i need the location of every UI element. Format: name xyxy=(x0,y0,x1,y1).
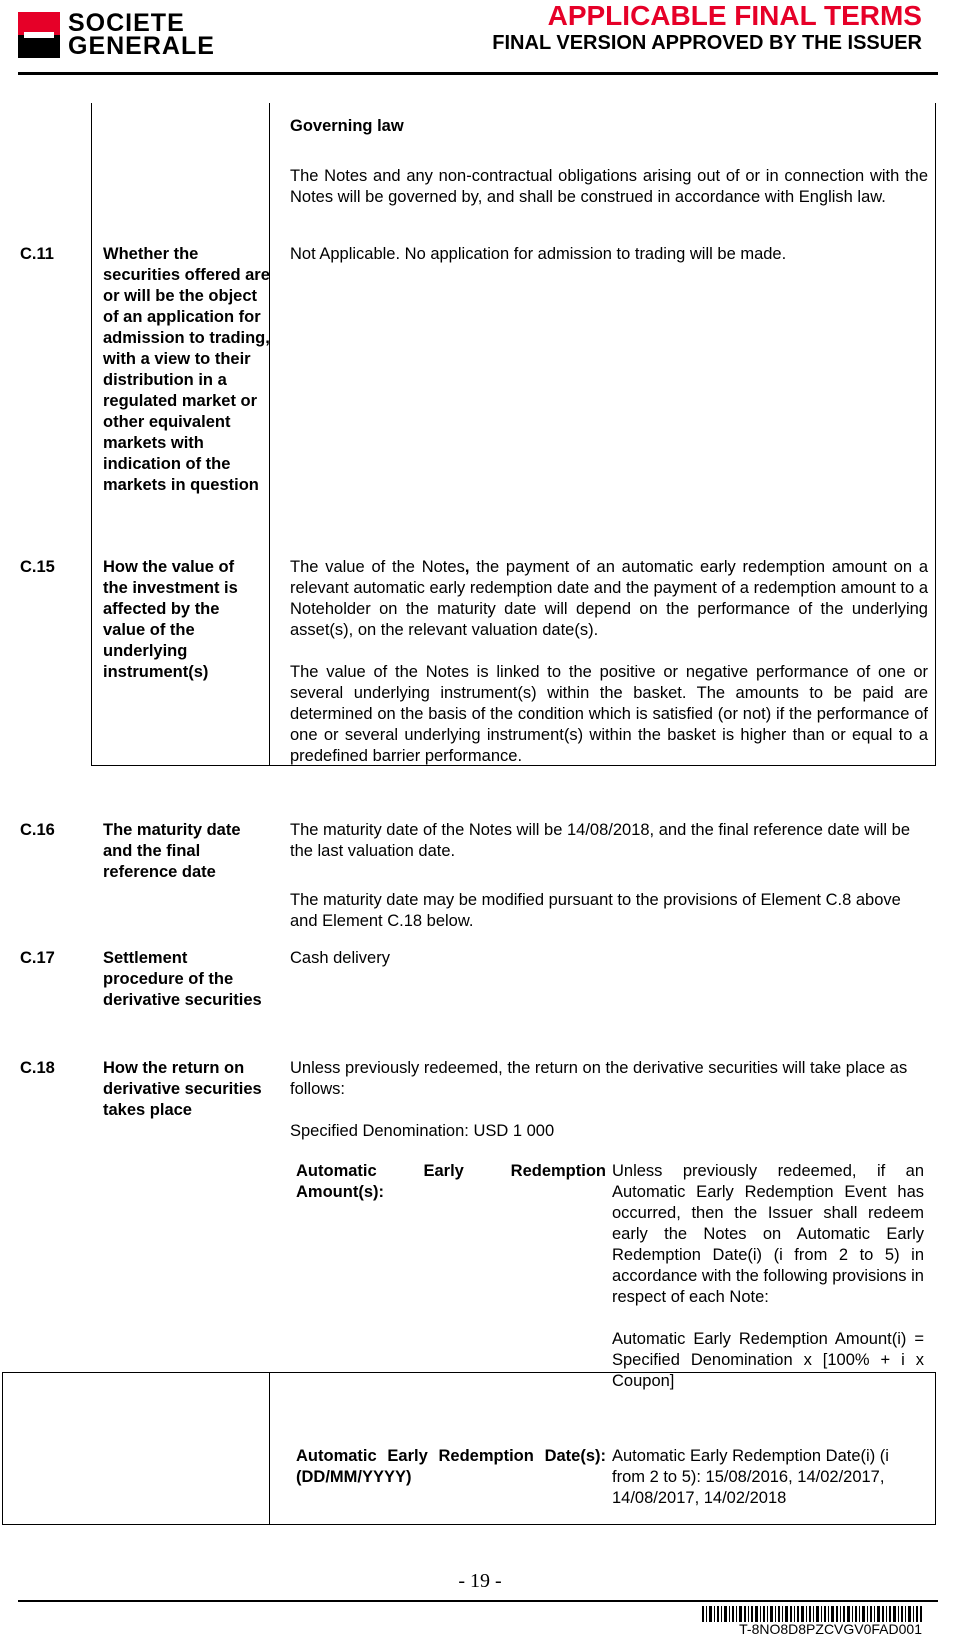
aer-amount-label: Automatic Early Redemption Amount(s): xyxy=(296,1162,606,1201)
element-title-c17: Settlement procedure of the derivative securities xyxy=(103,949,262,1009)
page-number: - 19 - xyxy=(458,1570,502,1592)
aer-dates-label: Automatic Early Redemption Date(s): (DD/MM/YYYY) xyxy=(296,1447,606,1486)
document-title: APPLICABLE FINAL TERMS xyxy=(547,0,922,31)
element-title-c16: The maturity date and the final reference date xyxy=(103,821,241,881)
aer-amount-text-p2: Automatic Early Redemption Amount(i) = Specified Denomination x [100% + i x Coupon] xyxy=(612,1330,924,1390)
element-code-c18: C.18 xyxy=(20,1059,55,1077)
element-text-c16-p1: The maturity date of the Notes will be 14/08/2018, and the final reference date will be the last valuation date. xyxy=(290,821,911,860)
governing-law-text: The Notes and any non-contractual obligations arising out of or in connection with the Notes will be governed by, and shall be construed in accordance with English law. xyxy=(290,167,928,206)
logo-mark-icon xyxy=(18,12,60,58)
element-title-c11: Whether the securities offered are or will be the object of an application for admission to trading, with a view to their distribution in a regulated market or other equivalent markets with indication of the markets in question xyxy=(103,245,270,494)
document-reference: T-8NO8D8PZCVGV0FAD001 xyxy=(739,1621,922,1637)
barcode-icon xyxy=(702,1606,922,1622)
element-code-c15: C.15 xyxy=(20,558,55,576)
aer-dates-value: Automatic Early Redemption Date(i) (i from 2 to 5): 15/08/2016, 14/02/2017, 14/08/2017, 14/02/2018 xyxy=(612,1447,889,1507)
societe-generale-logo xyxy=(18,9,243,60)
element-title-c18: How the return on derivative securities takes place xyxy=(103,1059,262,1119)
element-text-c18-intro: Unless previously redeemed, the return on the derivative securities will take place as follows: xyxy=(290,1059,908,1098)
element-text-c11: Not Applicable. No application for admission to trading will be made. xyxy=(290,245,787,263)
document-subtitle: FINAL VERSION APPROVED BY THE ISSUER xyxy=(492,32,922,54)
element-title-c15: How the value of the investment is affected by the value of the underlying instrument(s) xyxy=(103,558,238,681)
specified-denomination: Specified Denomination: USD 1 000 xyxy=(290,1122,555,1140)
logo-line-1: SOCIETE xyxy=(68,9,185,37)
header-rule xyxy=(18,72,938,75)
logo-line-2: GENERALE xyxy=(68,32,215,60)
element-code-c17: C.17 xyxy=(20,949,55,967)
aer-amount-text-p1: Unless previously redeemed, if an Automatic Early Redemption Event has occurred, then the Issuer shall redeem early the Notes on Automatic Early Redemption Date(i) (i from 2 to 5) in accordance with the following provisions in respect of each Note: xyxy=(612,1162,924,1306)
element-text-c15-p1: The value of the Notes, the payment of an automatic early redemption amount on a relevant automatic early redemption date and the payment of a redemption amount to a Noteholder on the maturity date will depend on the performance of the underlying asset(s), on the relevant valuation date(s). xyxy=(290,558,929,639)
element-code-c11: C.11 xyxy=(20,245,54,263)
page-header xyxy=(0,0,960,75)
element-text-c17: Cash delivery xyxy=(290,949,390,967)
element-code-c16: C.16 xyxy=(20,821,55,839)
governing-law-heading: Governing law xyxy=(290,117,404,135)
element-text-c16-p2: The maturity date may be modified pursuant to the provisions of Element C.8 above and Element C.18 below. xyxy=(290,891,901,930)
footer-rule xyxy=(18,1600,938,1602)
element-text-c15-p2: The value of the Notes is linked to the positive or negative performance of one or several underlying instrument(s) within the basket. The amounts to be paid are determined on the basis of the condition which is satisfied (or not) if the performance of one or several underlying instrument(s) within the basket is higher than or equal to a predefined barrier performance. xyxy=(290,663,928,765)
